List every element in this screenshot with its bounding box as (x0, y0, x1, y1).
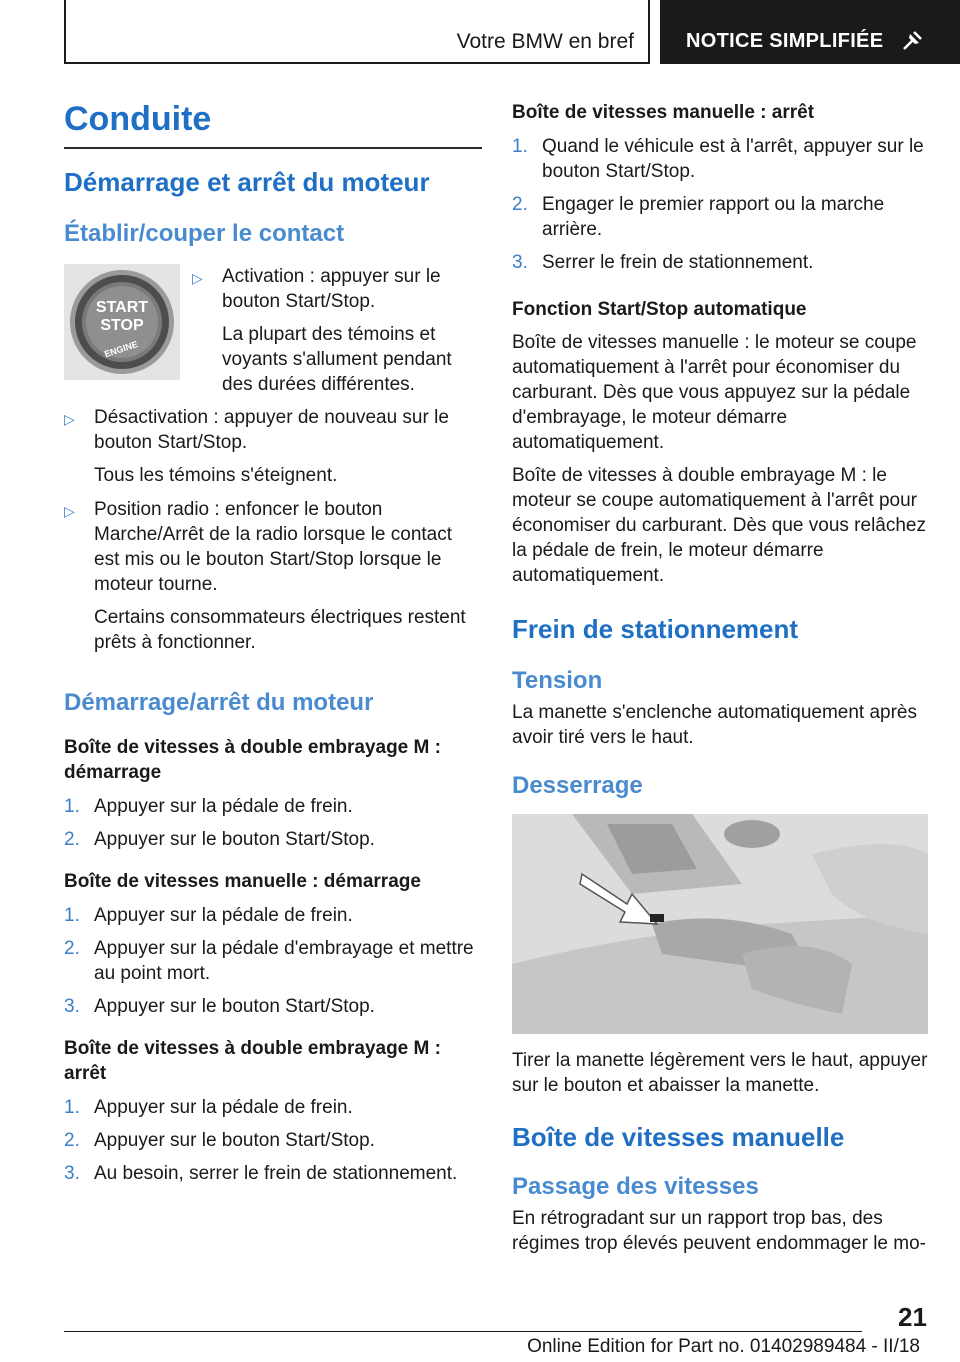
paragraph: Tirer la manette légèrement vers le haut, appuyer sur le bouton et abaisser la manette. (512, 1050, 928, 1096)
section-heading: Démarrage et arrêt du moteur (64, 167, 430, 197)
svg-text:STOP: STOP (100, 317, 144, 334)
list-item: ▷ Désactivation : appuyer de nouveau sur le bouton Start/Stop. (64, 407, 449, 453)
subsection-heading: Établir/couper le contact (64, 220, 345, 247)
list-item: 1. Appuyer sur la pédale de frein. (64, 796, 353, 817)
quick-reference-icon (900, 29, 924, 53)
svg-text:START: START (95, 299, 149, 316)
list-item: 2. Appuyer sur le bouton Start/Stop. (64, 1130, 375, 1151)
parking-brake-illustration (512, 814, 928, 1034)
header-quick-tab[interactable] (660, 0, 960, 64)
procedure-heading: Fonction Start/Stop automatique (512, 299, 807, 320)
triangle-bullet-icon: ▷ (64, 411, 75, 427)
list-item: 3. Au besoin, serrer le frein de stationnement. (64, 1163, 458, 1184)
start-stop-button-icon (64, 264, 180, 380)
list-item: 2. Appuyer sur le bouton Start/Stop. (64, 829, 375, 850)
list-item: 3. Serrer le frein de stationnement. (512, 252, 814, 273)
page-title: Conduite (64, 100, 212, 138)
list-item-note: Certains consommateurs électriques restent prêts à fonctionner. (94, 607, 466, 653)
subsection-heading: Démarrage/arrêt du moteur (64, 689, 374, 716)
procedure-heading: Boîte de vitesses à double embrayage M : démarrage (64, 737, 441, 783)
section-heading: Boîte de vitesses manuelle (512, 1122, 845, 1152)
list-item: 3. Appuyer sur le bouton Start/Stop. (64, 996, 375, 1017)
list-item: ▷ Activation : appuyer sur le bouton Start/Stop. (192, 266, 441, 312)
section-heading: Frein de stationnement (512, 614, 799, 644)
list-item: ▷ Position radio : enfoncer le bouton Marche/Arrêt de la radio lorsque le contact est mis ou le bouton Start/Stop lorsque le moteur tourne. (64, 499, 453, 595)
triangle-bullet-icon: ▷ (192, 270, 203, 286)
handbrake-lever-icon (512, 814, 928, 1034)
procedure-heading: Boîte de vitesses à double embrayage M : arrêt (64, 1038, 441, 1084)
footer-divider (64, 1331, 862, 1332)
paragraph: Boîte de vitesses à double embrayage M : le moteur se coupe automatiquement à l'arrêt pour économiser du carburant. Dès que vous relâchez la pédale de frein, le moteur démarre automatiquement. (512, 465, 927, 586)
subsection-heading: Desserrage (512, 772, 643, 799)
list-item: 1. Quand le véhicule est à l'arrêt, appuyer sur le bouton Start/Stop. (512, 136, 924, 182)
paragraph: En rétrogradant sur un rapport trop bas, des régimes trop élevés peuvent endommager le mo- (512, 1208, 926, 1254)
start-stop-button-image (64, 264, 180, 380)
paragraph: Boîte de vitesses manuelle : le moteur se coupe automatiquement à l'arrêt pour économiser du carburant. Dès que vous appuyez sur la pédale d'embrayage, le moteur démarre automatiquement. (512, 332, 917, 453)
start-stop-block (64, 264, 482, 397)
svg-text:ENGINE: ENGINE (103, 339, 140, 360)
list-item: 1. Appuyer sur la pédale de frein. (64, 905, 353, 926)
header-section-tab (64, 0, 650, 64)
procedure-heading: Boîte de vitesses manuelle : arrêt (512, 102, 815, 123)
right-column (512, 100, 928, 1256)
edition-note: Online Edition for Part no. 01402989484 - II/18 (527, 1336, 920, 1357)
subsection-heading: Tension (512, 667, 603, 694)
triangle-bullet-icon: ▷ (64, 503, 75, 519)
title-divider (64, 147, 482, 149)
left-column (64, 100, 482, 1186)
subsection-heading: Passage des vitesses (512, 1173, 759, 1200)
page-number: 21 (898, 1302, 927, 1332)
list-item: 2. Appuyer sur la pédale d'embrayage et mettre au point mort. (64, 938, 474, 984)
header-tab-label: NOTICE SIMPLIFIÉE (686, 30, 884, 52)
procedure-heading: Boîte de vitesses manuelle : démarrage (64, 871, 421, 892)
paragraph: La manette s'enclenche automatiquement après avoir tiré vers le haut. (512, 702, 917, 748)
list-item: 2. Engager le premier rapport ou la marche arrière. (512, 194, 885, 240)
list-item: 1. Appuyer sur la pédale de frein. (64, 1097, 353, 1118)
list-item-note: Tous les témoins s'éteignent. (94, 465, 338, 486)
header-section-label: Votre BMW en bref (456, 30, 634, 53)
list-item-note: La plupart des témoins et voyants s'allument pendant des durées différentes. (222, 324, 452, 395)
